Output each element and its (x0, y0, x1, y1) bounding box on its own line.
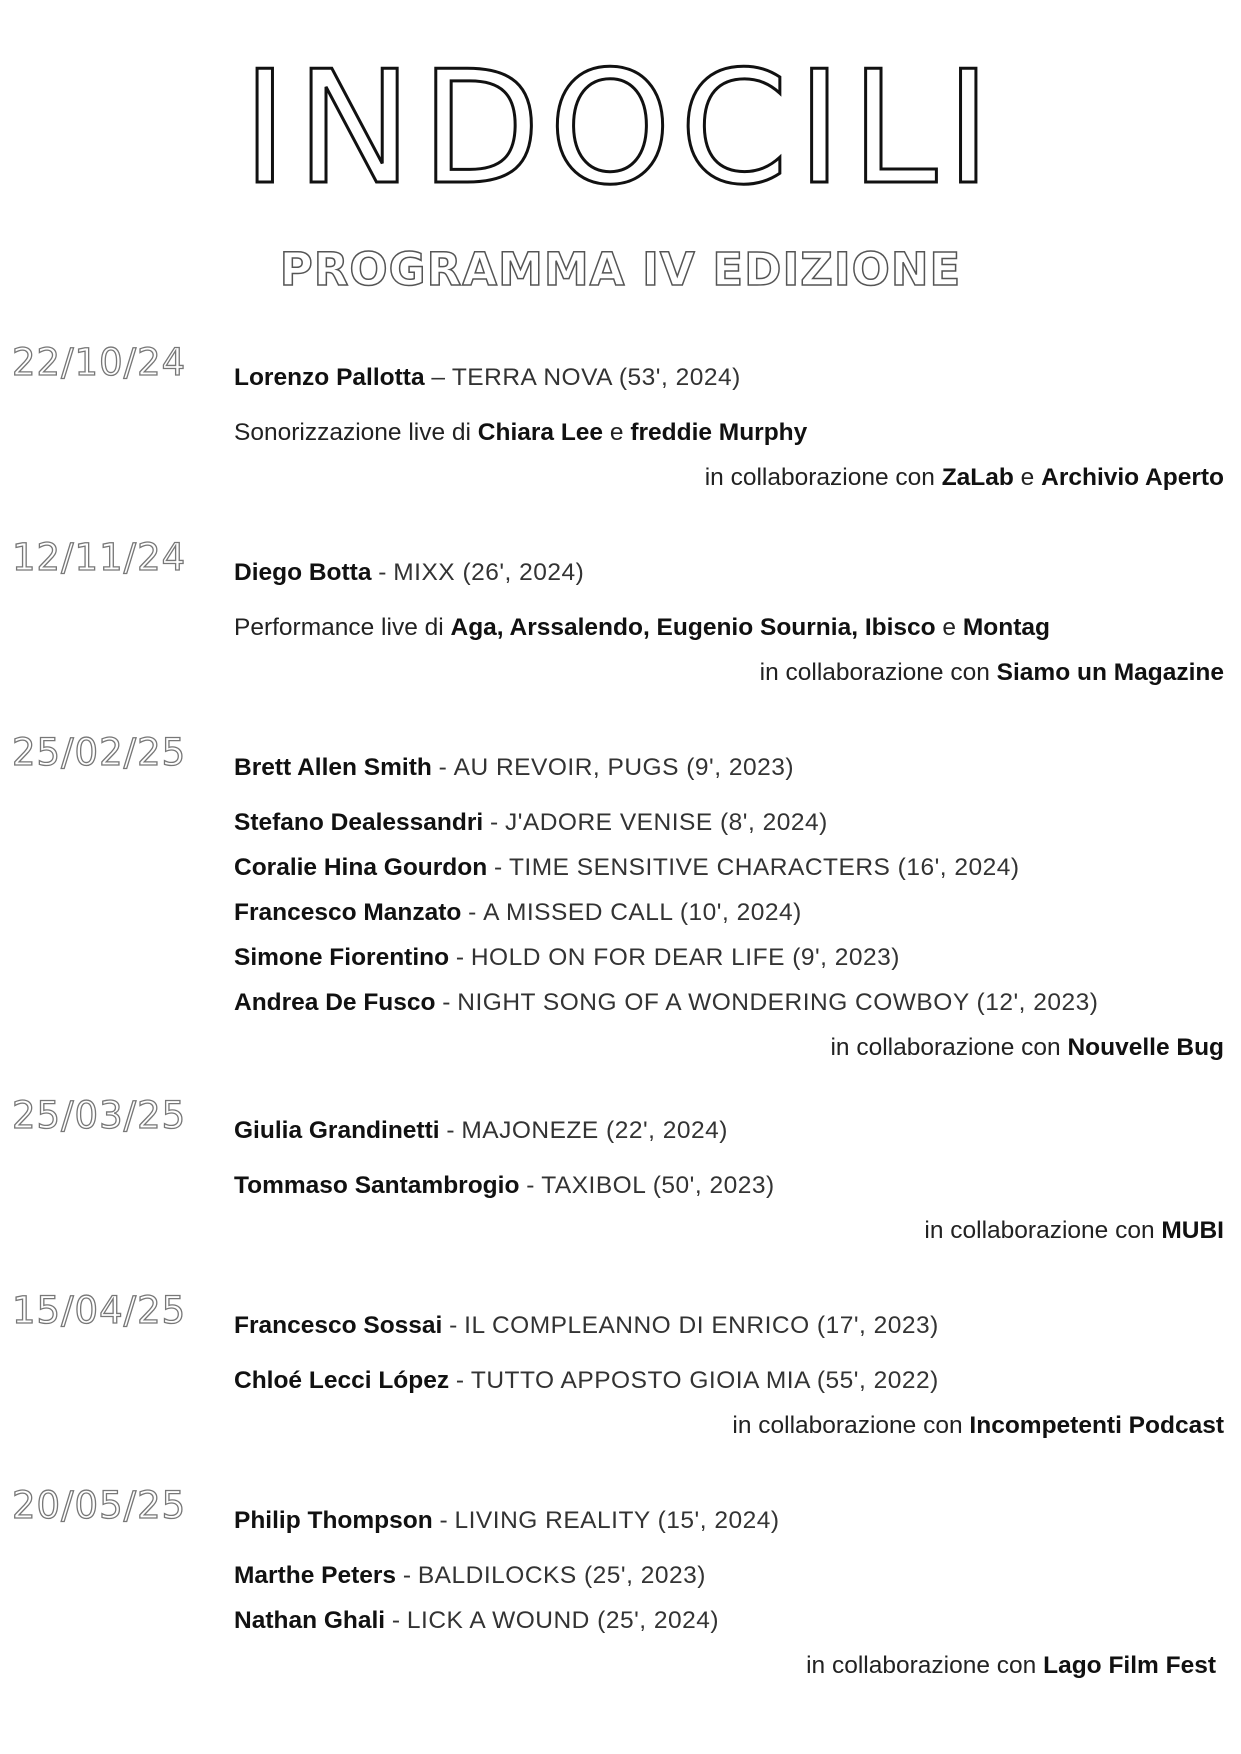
film-entry (234, 800, 1224, 845)
partner-name: Nouvelle Bug (1067, 1034, 1224, 1061)
event-date: 20/05/25 (12, 1484, 187, 1527)
film-entry (234, 980, 1224, 1025)
film-entry (234, 745, 1224, 790)
film-director: Marthe Peters (234, 1562, 397, 1589)
event-note (234, 410, 1224, 455)
film-director: Lorenzo Pallotta (234, 364, 425, 391)
film-title: NIGHT SONG OF A WONDERING COWBOY (12', 2023) (457, 989, 1099, 1016)
partner-name: MUBI (1161, 1217, 1224, 1244)
film-director: Simone Fiorentino (234, 944, 450, 971)
film-director: Brett Allen Smith (234, 754, 432, 781)
note-name: freddie Murphy (630, 419, 808, 446)
note-prefix: Performance live di (234, 614, 451, 641)
film-title: AU REVOIR, PUGS (9', 2023) (453, 754, 794, 781)
film-entry (234, 1303, 1224, 1348)
partner-name: ZaLab (941, 464, 1014, 491)
film-title: TIME SENSITIVE CHARACTERS (16', 2024) (508, 854, 1020, 881)
page-title: INDOCILI (241, 37, 1000, 219)
collab-prefix: in collaborazione con (704, 464, 942, 491)
separator: - (449, 1367, 471, 1394)
event-films (234, 745, 1224, 1070)
film-title: HOLD ON FOR DEAR LIFE (9', 2023) (470, 944, 900, 971)
film-title: TUTTO APPOSTO GIOIA MIA (55', 2022) (470, 1367, 939, 1394)
collab-prefix: in collaborazione con (806, 1652, 1044, 1679)
film-title: LICK A WOUND (25', 2024) (406, 1607, 720, 1634)
collab-conjunction: e (1013, 464, 1042, 491)
separator: - (519, 1172, 542, 1199)
event-date: 12/11/24 (12, 536, 187, 579)
film-entry (234, 935, 1224, 980)
film-entry (234, 845, 1224, 890)
film-director: Philip Thompson (234, 1507, 433, 1534)
note-conjunction: e (935, 614, 963, 641)
event-date: 15/04/25 (12, 1289, 187, 1332)
film-director: Chloé Lecci López (234, 1367, 450, 1394)
film-director: Stefano Dealessandri (234, 809, 484, 836)
collaboration-line (234, 1403, 1224, 1448)
note-prefix: Sonorizzazione live di (234, 419, 478, 446)
collaboration-line (234, 1643, 1224, 1688)
event-films (234, 1108, 1224, 1253)
event-films (234, 355, 1224, 500)
film-entry (234, 355, 1224, 400)
collaboration-line (234, 1025, 1224, 1070)
film-title: TERRA NOVA (53', 2024) (451, 364, 741, 391)
note-name: Montag (962, 614, 1050, 641)
collab-prefix: in collaborazione con (732, 1412, 970, 1439)
event-date: 22/10/24 (12, 341, 187, 384)
film-title: BALDILOCKS (25', 2023) (417, 1562, 706, 1589)
collaboration-line (234, 455, 1224, 500)
film-title: MIXX (26', 2024) (393, 559, 585, 586)
film-entry (234, 1498, 1224, 1543)
film-director: Tommaso Santambrogio (234, 1172, 520, 1199)
separator: - (396, 1562, 418, 1589)
separator: – (424, 364, 452, 391)
separator: - (435, 989, 458, 1016)
partner-name: Incompetenti Podcast (969, 1412, 1224, 1439)
film-title: TAXIBOL (50', 2023) (541, 1172, 775, 1199)
collab-prefix: in collaborazione con (830, 1034, 1068, 1061)
note-name: Aga, Arssalendo, Eugenio Sournia, Ibisco (450, 614, 936, 641)
separator: - (483, 809, 505, 836)
event-films (234, 1303, 1224, 1448)
separator: - (487, 854, 509, 881)
partner-name: Siamo un Magazine (996, 659, 1224, 686)
separator: - (461, 899, 484, 926)
partner-name: Archivio Aperto (1041, 464, 1224, 491)
film-title: IL COMPLEANNO DI ENRICO (17', 2023) (464, 1312, 939, 1339)
film-director: Francesco Sossai (234, 1312, 443, 1339)
collaboration-line (234, 1208, 1224, 1253)
separator: - (371, 559, 394, 586)
event-date: 25/03/25 (12, 1094, 187, 1137)
note-conjunction: e (603, 419, 631, 446)
collab-prefix: in collaborazione con (924, 1217, 1162, 1244)
event-films (234, 550, 1224, 695)
film-entry (234, 890, 1224, 935)
film-director: Giulia Grandinetti (234, 1117, 440, 1144)
film-entry (234, 1163, 1224, 1208)
separator: - (385, 1607, 407, 1634)
film-title: J'ADORE VENISE (8', 2024) (504, 809, 828, 836)
film-director: Francesco Manzato (234, 899, 462, 926)
separator: - (432, 1507, 455, 1534)
film-director: Coralie Hina Gourdon (234, 854, 488, 881)
film-entry (234, 1108, 1224, 1153)
film-director: Nathan Ghali (234, 1607, 386, 1634)
partner-name: Lago Film Fest (1043, 1652, 1216, 1679)
film-director: Diego Botta (234, 559, 372, 586)
event-films (234, 1498, 1224, 1688)
event-date: 25/02/25 (12, 731, 187, 774)
film-entry (234, 1358, 1224, 1403)
film-title: MAJONEZE (22', 2024) (461, 1117, 728, 1144)
separator: - (449, 944, 471, 971)
film-entry (234, 1598, 1224, 1643)
event-note (234, 605, 1224, 650)
separator: - (439, 1117, 462, 1144)
film-director: Andrea De Fusco (234, 989, 436, 1016)
note-name: Chiara Lee (477, 419, 604, 446)
page-subtitle: PROGRAMMA IV EDIZIONE (279, 243, 962, 296)
separator: - (442, 1312, 465, 1339)
film-entry (234, 550, 1224, 595)
collaboration-line (234, 650, 1224, 695)
collab-prefix: in collaborazione con (759, 659, 997, 686)
separator: - (431, 754, 454, 781)
film-entry (234, 1553, 1224, 1598)
film-title: LIVING REALITY (15', 2024) (454, 1507, 780, 1534)
film-title: A MISSED CALL (10', 2024) (483, 899, 802, 926)
